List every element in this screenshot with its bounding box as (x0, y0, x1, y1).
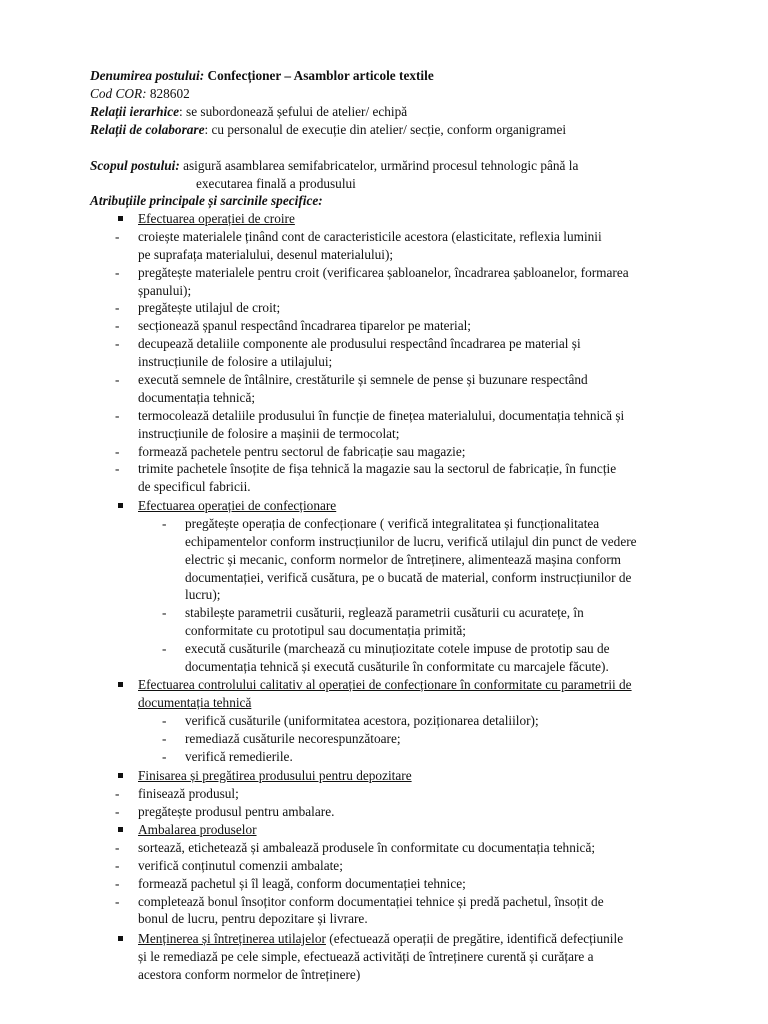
square-bullet-icon (118, 827, 123, 832)
list-item-continued (0, 910, 768, 928)
hierarchy-value: : se subordonează șefului de atelier/ echipă (179, 103, 408, 119)
list-item-text: verifică conținutul comenzii ambalate; (138, 857, 343, 873)
section-heading-finisare: Finisarea și pregătirea produsului pentru depozitare (0, 767, 768, 785)
list-item (0, 785, 768, 803)
dash-marker: - (115, 228, 120, 244)
list-item (0, 857, 768, 875)
dash-marker: - (162, 515, 167, 531)
list-item-continued (0, 246, 768, 264)
list-item-text: decupează detaliile componente ale produsului respectând încadrarea pe material și (138, 336, 581, 352)
list-item-continued (0, 389, 768, 407)
dash-marker: - (115, 264, 120, 280)
list-item-text: documentația tehnică; (138, 389, 256, 405)
list-item-text: bonul de lucru, pentru depozitare și livrare. (138, 911, 368, 927)
hierarchy-label: Relații ierarhice (90, 103, 180, 119)
list-item-continued (0, 622, 768, 640)
list-item-continued (0, 425, 768, 443)
dash-marker: - (115, 857, 120, 873)
square-bullet-icon (118, 503, 123, 508)
list-item-text: formează pachetul și îl leagă, conform documentației tehnice; (138, 875, 466, 891)
purpose-line (90, 157, 730, 175)
list-item (0, 803, 768, 821)
dash-marker: - (115, 839, 120, 855)
section-finisare (0, 767, 768, 821)
section-mentinere (0, 930, 768, 984)
dash-marker: - (162, 712, 167, 728)
mentinere-heading: Menținerea și întreținerea utilajelor (138, 931, 326, 946)
list-item-text: electric și mecanic, conform normelor de întreținere, alimentează mașina conform (185, 551, 622, 567)
section-croire (0, 210, 768, 496)
dash-marker: - (162, 605, 167, 621)
list-item-continued (0, 478, 768, 496)
list-item-text: documentației, verifică cusătura, pe o bucată de material, conform instrucțiunilor de (185, 569, 632, 585)
section-control (0, 676, 768, 765)
mentinere-text-line-2: și le remediază pe cele simple, efectuează activități de întreținere curentă și curățare a (138, 948, 594, 964)
list-item (0, 335, 768, 353)
list-item (0, 460, 768, 478)
list-item-text: verifică cusăturile (uniformitatea acestora, poziționarea detaliilor); (185, 712, 539, 728)
list-item-text: verifică remedierile. (185, 748, 293, 764)
dash-marker: - (115, 336, 120, 352)
square-bullet-icon (118, 216, 123, 221)
list-item (0, 875, 768, 893)
list-item (0, 371, 768, 389)
section-confectionare (0, 497, 768, 676)
ambalare-task-list (0, 839, 768, 928)
mentinere-text-line-3: acestora conform normelor de întreținere) (138, 966, 361, 982)
confectionare-task-list (0, 515, 768, 676)
collaboration-line (90, 121, 730, 139)
cor-code-line (90, 85, 730, 103)
job-header (90, 67, 730, 210)
list-item-text: sortează, etichetează și ambalează produsele în conformitate cu documentația tehnică; (138, 839, 596, 855)
dash-marker: - (115, 785, 120, 801)
list-item (0, 640, 768, 658)
list-item-continued (0, 569, 768, 587)
list-item (0, 264, 768, 282)
mentinere-text: (efectuează operații de pregătire, identifică defecțiunile (325, 931, 624, 946)
dash-marker: - (115, 443, 120, 459)
list-item-text: pregătește operația de confecționare ( verifică integralitatea și funcționalitatea (185, 515, 600, 531)
section-heading-croire: Efectuarea operației de croire (0, 210, 768, 228)
dash-marker: - (115, 372, 120, 388)
section-heading-control: Efectuarea controlului calitativ al operației de confecționare în conformitate cu parametrii de (0, 676, 768, 694)
list-item-continued (0, 353, 768, 371)
list-item (0, 407, 768, 425)
list-item-text: termocolează detaliile produsului în funcție de finețea materialului, documentația tehnică și (138, 407, 625, 423)
list-item (0, 317, 768, 335)
list-item-text: documentația tehnică și execută cusăturile în conformitate cu marcajele făcute). (185, 659, 609, 675)
dash-marker: - (115, 300, 120, 316)
list-item-text: pregătește produsul pentru ambalare. (138, 803, 335, 819)
finisare-task-list (0, 785, 768, 821)
job-title-label: Denumirea postului: (90, 68, 205, 83)
dash-marker: - (115, 318, 120, 334)
list-item-text: secționează șpanul respectând încadrarea tiparelor pe material; (138, 318, 471, 334)
list-item (0, 515, 768, 533)
section-heading-confectionare: Efectuarea operației de confecționare (0, 497, 768, 515)
list-item (0, 893, 768, 911)
list-item-text: pregătește utilajul de croit; (138, 300, 281, 316)
list-item (0, 748, 768, 766)
list-item-text: formează pachetele pentru sectorul de fabricație sau magazie; (138, 443, 466, 459)
list-item-text: instrucțiunile de folosire a mașinii de termocolat; (138, 425, 400, 441)
dash-marker: - (115, 875, 120, 891)
list-item-continued (0, 658, 768, 676)
dash-marker: - (162, 641, 167, 657)
cor-value: 828602 (149, 85, 190, 101)
job-title-value: Confecționer – Asamblor articole textile (207, 68, 434, 83)
croire-task-list (0, 228, 768, 496)
control-task-list (0, 712, 768, 766)
section-heading-control-cont: documentația tehnică (138, 694, 252, 710)
square-bullet-icon (118, 773, 123, 778)
list-item-continued (0, 282, 768, 300)
list-item-text: pregătește materialele pentru croit (verificarea șabloanelor, încadrarea șabloanelor, formarea (138, 264, 629, 280)
dash-marker: - (162, 748, 167, 764)
dash-marker: - (115, 407, 120, 423)
list-item-text: execută semnele de întâlnire, crestăturile și semnele de pense și buzunare respectând (138, 372, 588, 388)
purpose-text: asigură asamblarea semifabricatelor, urmărind procesul tehnologic până la (179, 157, 579, 173)
duties-heading: Atribuțiile principale și sarcinile specifice: (90, 193, 323, 209)
list-item (0, 712, 768, 730)
list-item (0, 730, 768, 748)
list-item-text: pe suprafața materialului, desenul materialului); (138, 246, 394, 262)
dash-marker: - (162, 730, 167, 746)
square-bullet-icon (118, 682, 123, 687)
list-item (0, 839, 768, 857)
list-item-text: completează bonul însoțitor conform documentației tehnice și predă pachetul, însoțit de (138, 893, 604, 909)
list-item (0, 443, 768, 461)
list-item-continued (0, 551, 768, 569)
list-item (0, 604, 768, 622)
list-item-continued (0, 533, 768, 551)
purpose-label: Scopul postului: (90, 157, 180, 173)
dash-marker: - (115, 803, 120, 819)
hierarchy-line (90, 103, 730, 121)
list-item-text: echipamentelor conform instrucțiunilor de lucru, verifică utilajul din punct de vedere (185, 533, 637, 549)
list-item (0, 299, 768, 317)
section-heading-ambalare: Ambalarea produselor (0, 821, 768, 839)
job-title-line (90, 67, 730, 85)
dash-marker: - (115, 893, 120, 909)
list-item-text: stabilește parametrii cusăturii, reglează parametrii cusăturii cu acuratețe, în (185, 605, 584, 621)
dash-marker: - (115, 461, 120, 477)
list-item-text: execută cusăturile (marchează cu minuțiozitate cotele impuse de prototip sau de (185, 641, 610, 657)
collaboration-value: : cu personalul de execuție din atelier/ secție, conform organigramei (204, 121, 567, 137)
list-item-text: trimite pachetele însoțite de fișa tehnică la magazie sau la sectorul de fabricație, în funcție (138, 461, 617, 477)
list-item-text: finisează produsul; (138, 785, 239, 801)
list-item-text: remediază cusăturile necorespunzătoare; (185, 730, 401, 746)
purpose-text-continued: executarea finală a produsului (196, 175, 356, 191)
section-heading-mentinere (0, 930, 768, 948)
list-item-text: lucru); (185, 587, 221, 603)
collaboration-label: Relații de colaborare (90, 121, 205, 137)
list-item-text: de specificul fabricii. (138, 479, 251, 495)
list-item (0, 228, 768, 246)
section-ambalare (0, 821, 768, 928)
list-item-text: șpanului); (138, 282, 192, 298)
list-item-continued (0, 586, 768, 604)
list-item-text: instrucțiunile de folosire a utilajului; (138, 354, 333, 370)
list-item-text: conformitate cu prototipul sau documentația primită; (185, 623, 467, 639)
square-bullet-icon (118, 936, 123, 941)
list-item-text: croiește materialele ținând cont de caracteristicile acestora (elasticitate, reflexia luminii (138, 228, 602, 244)
cor-label: Cod COR: (90, 85, 147, 101)
